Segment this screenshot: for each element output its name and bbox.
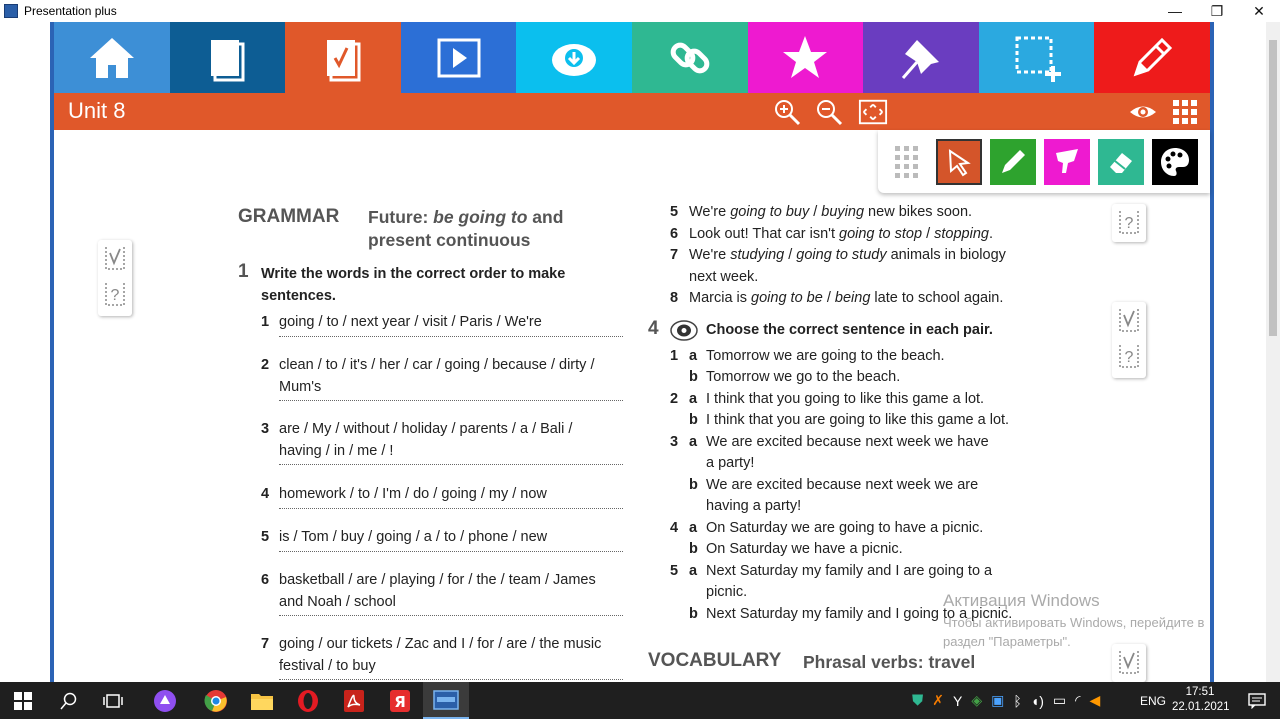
text-part: animals in biology xyxy=(886,247,1006,263)
pen-tool-button[interactable] xyxy=(990,139,1036,185)
item-number: 7 xyxy=(261,636,270,652)
choice-option[interactable]: going to be xyxy=(751,290,823,306)
close-button[interactable]: ✕ xyxy=(1253,2,1265,19)
tools-icon[interactable]: ✗ xyxy=(932,692,944,708)
app-icon xyxy=(4,4,18,18)
download-button[interactable] xyxy=(516,22,632,93)
option-text[interactable]: I think that you going to like this game a lot. xyxy=(706,391,985,407)
book-icon xyxy=(201,32,253,84)
language-indicator[interactable]: ENG xyxy=(1140,693,1167,708)
grid-icon xyxy=(1171,98,1199,126)
activation-watermark-text: Чтобы активировать Windows, перейдите в xyxy=(943,615,1205,630)
fit-page-button[interactable] xyxy=(858,97,888,127)
item-number: 4 xyxy=(261,486,270,502)
choice-sentence-line2: next week. xyxy=(689,268,759,285)
pin-icon xyxy=(895,32,947,84)
item-number: 6 xyxy=(261,572,270,588)
text-part: / xyxy=(809,204,822,220)
chrome-button[interactable] xyxy=(193,682,239,719)
subhead-part: and xyxy=(527,207,564,227)
text-part: Look out! That car isn't xyxy=(689,226,839,242)
task-view-icon xyxy=(103,692,123,710)
text-part: late to school again. xyxy=(870,290,1004,306)
choice-option[interactable]: going to buy xyxy=(730,204,810,220)
notification-icon xyxy=(1248,693,1266,709)
zoom-in-button[interactable] xyxy=(772,97,802,127)
pdf-reader-button[interactable] xyxy=(331,682,377,719)
item-number: 8 xyxy=(670,290,679,306)
video-button[interactable] xyxy=(401,22,517,93)
answer-line[interactable] xyxy=(279,400,623,401)
item-number: 6 xyxy=(670,226,679,242)
clock[interactable] xyxy=(1172,685,1228,715)
option-text[interactable]: Next Saturday my family and I are going to a xyxy=(706,563,993,579)
unit-bar xyxy=(54,93,1210,130)
item-number: 1 xyxy=(261,314,270,330)
choice-option[interactable]: going to stop xyxy=(839,226,923,242)
vocabulary-heading: VOCABULARY xyxy=(648,650,782,671)
fit-page-icon xyxy=(858,97,888,127)
option-letter: a xyxy=(689,348,698,364)
choice-sentence xyxy=(689,245,1006,266)
drag-dots-icon xyxy=(893,144,921,180)
network-monitor-icon[interactable]: ▣ xyxy=(991,692,1005,708)
item-text: going / to / next year / visit / Paris / We're xyxy=(279,314,542,330)
exercise-4-number: 4 xyxy=(648,318,659,339)
home-button[interactable] xyxy=(54,22,170,93)
right-side-controls-1 xyxy=(1112,204,1146,242)
subhead-part: Future: xyxy=(368,207,434,227)
option-letter: b xyxy=(689,541,698,557)
answer-line[interactable] xyxy=(279,679,623,680)
answer-line[interactable] xyxy=(279,615,623,616)
question-icon xyxy=(1118,209,1140,235)
grammar-subheading-line2: present continuous xyxy=(368,230,531,250)
yandex-icon xyxy=(389,689,411,713)
favorites-button[interactable] xyxy=(748,22,864,93)
left-side-controls xyxy=(98,240,132,316)
system-tray-icons xyxy=(912,682,1100,719)
choice-option[interactable]: stopping xyxy=(934,226,989,242)
option-letter: a xyxy=(689,434,698,450)
palette-icon xyxy=(1158,145,1192,179)
scrollbar-thumb[interactable] xyxy=(1269,40,1277,336)
zoom-out-button[interactable] xyxy=(814,97,844,127)
pencil-icon xyxy=(1126,32,1178,84)
item-number: 2 xyxy=(670,391,679,407)
presentation-plus-icon xyxy=(433,689,459,711)
choice-option[interactable]: being xyxy=(834,290,871,306)
show-hide-button[interactable] xyxy=(1128,97,1158,127)
volume-icon[interactable]: ◀ xyxy=(1089,692,1101,708)
maximize-button[interactable]: ❐ xyxy=(1210,2,1224,19)
windows-logo-icon xyxy=(14,692,32,710)
book-button[interactable] xyxy=(170,22,286,93)
option-text[interactable]: Next Saturday my family and I going to a picnic. xyxy=(706,606,1013,622)
folder-icon xyxy=(250,691,274,711)
hint-button[interactable] xyxy=(1112,338,1146,374)
eraser-tool-button[interactable] xyxy=(1098,139,1144,185)
choice-sentence xyxy=(689,288,1003,309)
exercise-4-instruction: Choose the correct sentence in each pair. xyxy=(706,322,993,338)
text-part: . xyxy=(988,226,993,242)
link-icon xyxy=(664,32,716,84)
notifications-button[interactable] xyxy=(1234,682,1280,719)
text-part: / xyxy=(922,226,935,242)
option-text[interactable]: Tomorrow we go to the beach. xyxy=(706,369,901,385)
answer-check-icon xyxy=(104,245,126,271)
item-text: festival / to buy xyxy=(279,657,376,674)
item-number: 2 xyxy=(261,357,270,373)
yandex-tray-icon[interactable]: Y xyxy=(953,692,963,709)
text-part: / xyxy=(822,290,835,306)
item-text: clean / to / it's / her / car / going / because / dirty / xyxy=(279,357,595,373)
page-content xyxy=(54,130,1210,682)
svg-text:?: ? xyxy=(1124,215,1134,232)
item-text: basketball / are / playing / for / the / team / James xyxy=(279,572,596,588)
answer-key-button[interactable] xyxy=(98,240,132,276)
select-area-button[interactable] xyxy=(979,22,1095,93)
option-letter: b xyxy=(689,369,698,385)
green-shield-icon[interactable]: ◈ xyxy=(971,692,983,708)
speaker-icon[interactable]: ◖) xyxy=(1030,692,1044,709)
vocabulary-subheading: Phrasal verbs: travel xyxy=(803,652,976,672)
hint-button[interactable] xyxy=(98,276,132,312)
choice-option[interactable]: buying xyxy=(821,204,865,220)
item-text: Mum's xyxy=(279,378,322,395)
reading-eye-icon xyxy=(670,320,698,341)
window-title: Presentation plus xyxy=(24,4,117,18)
alice-assistant-icon xyxy=(153,689,177,713)
play-icon xyxy=(433,32,485,84)
select-area-icon xyxy=(1011,32,1063,84)
pointer-icon xyxy=(944,147,974,177)
option-text[interactable]: We are excited because next week we are xyxy=(706,477,979,493)
activation-watermark-title: Активация Windows xyxy=(943,591,1100,610)
pdf-icon xyxy=(343,689,365,713)
workbook-button[interactable] xyxy=(285,22,401,93)
option-text[interactable]: picnic. xyxy=(706,584,748,600)
pen-icon xyxy=(998,147,1028,177)
workbook-check-icon xyxy=(317,32,369,84)
windows-taskbar xyxy=(0,682,1280,719)
answer-key-button[interactable] xyxy=(1112,644,1146,680)
item-text: having / in / me / ! xyxy=(279,442,394,459)
item-number: 5 xyxy=(670,204,679,220)
vertical-scrollbar[interactable] xyxy=(1266,22,1280,682)
shield-icon[interactable]: ⛊ xyxy=(912,692,924,709)
right-side-controls-3 xyxy=(1112,644,1146,682)
item-number: 4 xyxy=(670,520,679,536)
opera-button[interactable] xyxy=(285,682,331,719)
highlighter-tool-button[interactable] xyxy=(1044,139,1090,185)
zoom-out-icon xyxy=(814,97,844,127)
grammar-subheading xyxy=(368,206,563,229)
home-icon xyxy=(86,32,138,84)
option-text[interactable]: On Saturday we have a picnic. xyxy=(706,541,903,557)
item-number: 3 xyxy=(670,434,679,450)
item-text: is / Tom / buy / going / a / to / phone / new xyxy=(279,529,548,545)
answer-line[interactable] xyxy=(279,508,623,509)
text-part: We're xyxy=(689,247,731,263)
svg-text:?: ? xyxy=(1124,349,1134,366)
option-letter: b xyxy=(689,606,698,622)
item-number: 5 xyxy=(261,529,270,545)
grammar-heading: GRAMMAR xyxy=(238,206,340,227)
option-letter: a xyxy=(689,391,698,407)
pointer-tool-button[interactable] xyxy=(936,139,982,185)
hint-button[interactable] xyxy=(1112,204,1146,240)
alice-button[interactable] xyxy=(142,682,188,719)
eraser-icon xyxy=(1106,147,1136,177)
pencil-button[interactable] xyxy=(1094,22,1210,93)
color-palette-button[interactable] xyxy=(1152,139,1198,185)
text-part: / xyxy=(784,247,797,263)
item-text: are / My / without / holiday / parents / a / Bali / xyxy=(279,421,573,437)
option-letter: a xyxy=(689,563,698,579)
palette-drag-handle[interactable] xyxy=(884,139,930,185)
svg-text:?: ? xyxy=(110,287,120,304)
answer-check-icon xyxy=(1118,649,1140,675)
option-text[interactable]: We are excited because next week we have xyxy=(706,434,989,450)
opera-icon xyxy=(296,689,320,713)
search-icon xyxy=(60,692,78,710)
item-number: 3 xyxy=(261,421,270,437)
option-text[interactable]: I think that you are going to like this game a lot. xyxy=(706,412,1010,428)
option-letter: b xyxy=(689,477,698,493)
choice-sentence xyxy=(689,224,993,245)
option-letter: b xyxy=(689,412,698,428)
text-part: new bikes soon. xyxy=(864,204,973,220)
clock-date: 22.01.2021 xyxy=(1172,701,1230,713)
exercise-1-instruction: Write the words in the correct order to make xyxy=(261,266,566,282)
answer-check-icon xyxy=(1118,307,1140,333)
window-titlebar xyxy=(0,0,1280,22)
start-button[interactable] xyxy=(0,682,46,719)
answer-line[interactable] xyxy=(279,551,623,552)
answer-key-button[interactable] xyxy=(1112,302,1146,338)
subhead-italic: be going to xyxy=(433,207,528,227)
search-button[interactable] xyxy=(46,682,92,719)
links-button[interactable] xyxy=(632,22,748,93)
zoom-in-icon xyxy=(772,97,802,127)
yandex-browser-button[interactable] xyxy=(377,682,423,719)
highlighter-icon xyxy=(1052,147,1082,177)
option-text[interactable]: a party! xyxy=(706,455,755,471)
file-explorer-button[interactable] xyxy=(239,682,285,719)
item-number: 7 xyxy=(670,247,679,263)
text-part: We're xyxy=(689,204,731,220)
main-toolbar xyxy=(54,22,1210,93)
task-view-button[interactable] xyxy=(90,682,136,719)
cloud-download-icon xyxy=(548,32,600,84)
item-text: and Noah / school xyxy=(279,593,396,610)
exercise-1-number: 1 xyxy=(238,261,249,282)
activation-watermark-text-2: раздел "Параметры". xyxy=(943,634,1071,649)
grid-menu-button[interactable] xyxy=(1170,97,1200,127)
exercise-1-instruction-line2: sentences. xyxy=(261,288,336,304)
drawing-palette xyxy=(878,130,1210,193)
item-text: going / our tickets / Zac and I / for / are / the music xyxy=(279,636,602,652)
clock-time: 17:51 xyxy=(1185,686,1215,698)
star-icon xyxy=(779,32,831,84)
minimize-button[interactable]: — xyxy=(1168,3,1182,19)
item-number: 5 xyxy=(670,563,679,579)
option-text[interactable]: On Saturday we are going to have a picnic. xyxy=(706,520,984,536)
choice-option[interactable]: studying xyxy=(730,247,785,263)
svg-text:Я: Я xyxy=(394,692,406,711)
option-text[interactable]: having a party! xyxy=(706,498,802,514)
battery-icon[interactable]: ▭ xyxy=(1052,692,1067,708)
item-number: 1 xyxy=(670,348,679,364)
pin-button[interactable] xyxy=(863,22,979,93)
answer-line[interactable] xyxy=(279,464,623,465)
answer-line[interactable] xyxy=(279,336,623,337)
text-part: Marcia is xyxy=(689,290,752,306)
unit-title: Unit 8 xyxy=(68,98,126,123)
question-icon xyxy=(1118,343,1140,369)
bluetooth-icon[interactable]: ᛒ xyxy=(1013,692,1022,709)
option-letter: a xyxy=(689,520,698,536)
chrome-icon xyxy=(204,689,228,713)
question-icon xyxy=(104,281,126,307)
right-side-controls-2 xyxy=(1112,302,1146,378)
presentation-plus-taskbar-button[interactable] xyxy=(423,682,469,719)
eye-icon xyxy=(1128,97,1158,127)
choice-sentence xyxy=(689,202,972,223)
option-text[interactable]: Tomorrow we are going to the beach. xyxy=(706,348,945,364)
item-text: homework / to / I'm / do / going / my / now xyxy=(279,486,547,502)
wifi-icon[interactable]: ◜ xyxy=(1075,692,1081,708)
choice-option[interactable]: going to study xyxy=(796,247,887,263)
